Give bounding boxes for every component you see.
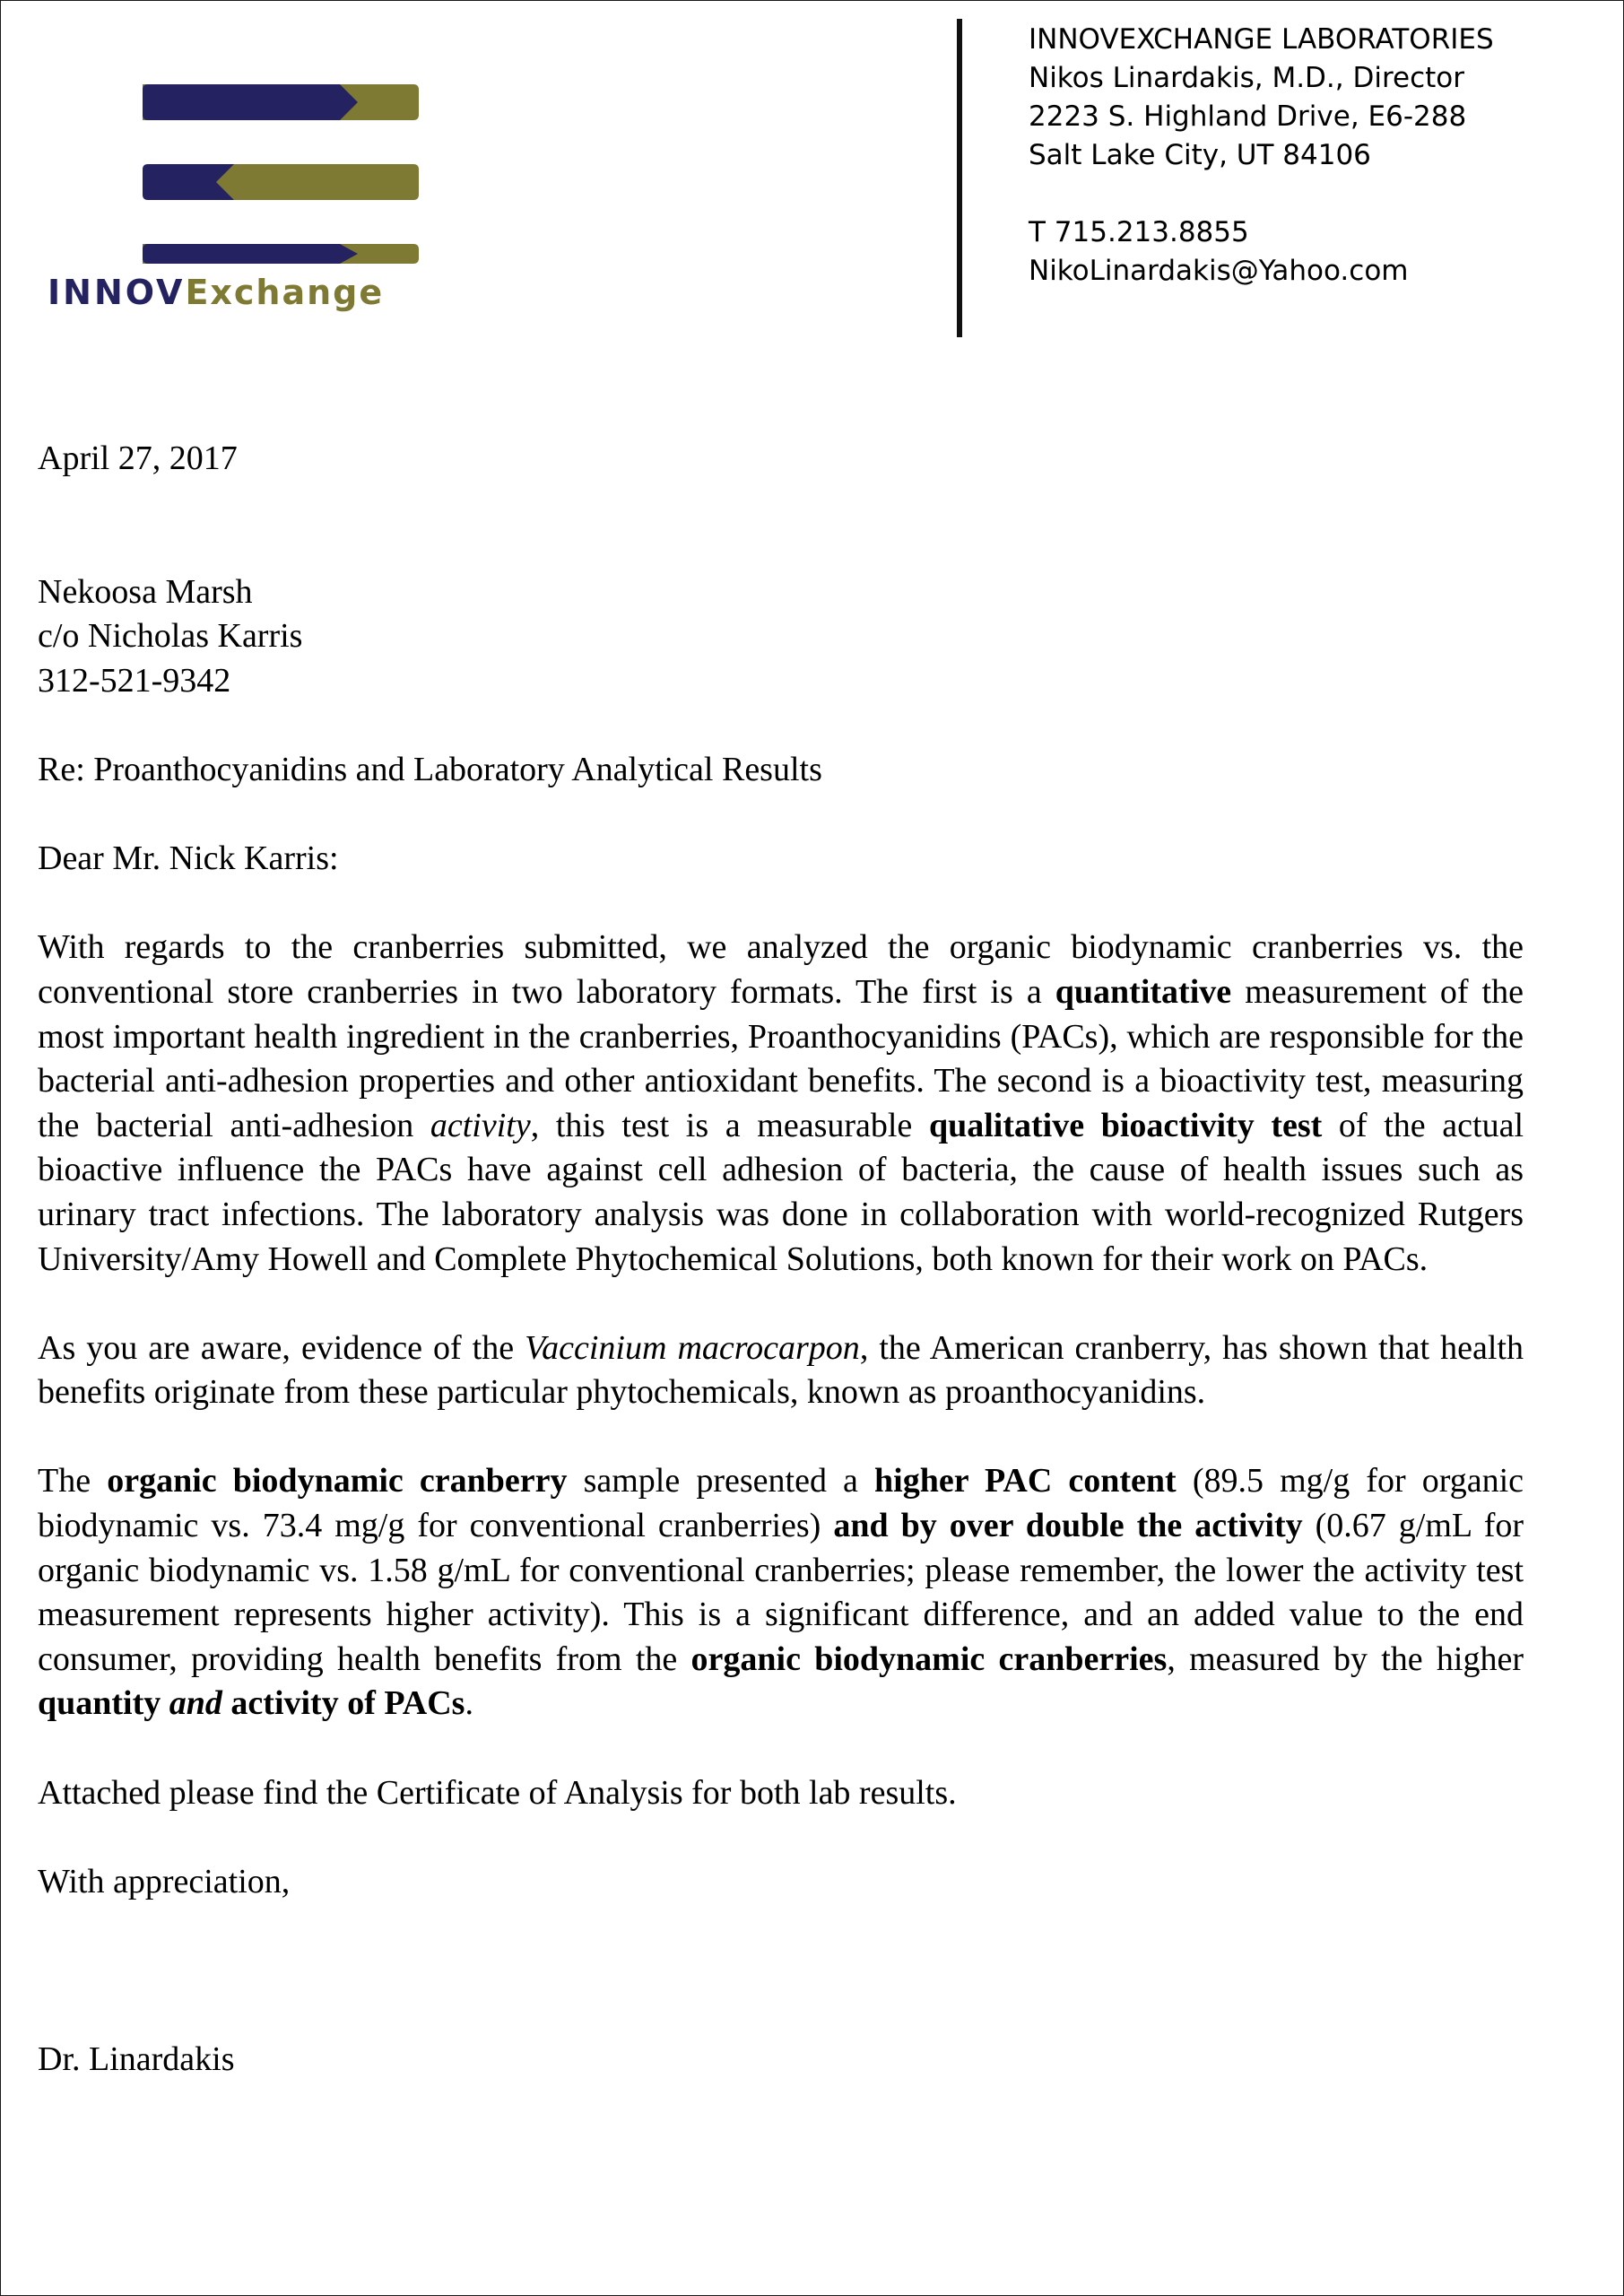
innovexchange-logo [46, 40, 476, 327]
p3-text-3: (89.5 mg/g for organic biodynamic vs. 73.4 mg/g for conventional cranberries) [38, 1462, 1524, 1545]
letter-date: April 27, 2017 [38, 439, 238, 477]
p1-text-1: With regards to the cranberries submitted, we analyzed the organic biodynamic cranberries vs. the conventional store cranberries in two laboratory formats. The first is a [38, 928, 1524, 1011]
p3-bold-5: quantity [38, 1684, 169, 1723]
p3-bold-6: activity of PACs [221, 1684, 465, 1723]
letter-body [38, 437, 1524, 2083]
paragraph-1 [38, 926, 1524, 1282]
p2-italic-species: Vaccinium macrocarpon [525, 1328, 860, 1367]
recipient-block [38, 570, 1524, 704]
letterhead-contact-block [1029, 21, 1494, 291]
logo-bar-top-navy [143, 84, 358, 120]
p3-bold-2: higher PAC content [874, 1462, 1177, 1500]
p1-bold-quantitative: quantitative [1055, 972, 1232, 1011]
p3-bold-italic-and [169, 1684, 222, 1722]
subject-line: Re: Proanthocyanidins and Laboratory Analytical Results [38, 750, 822, 788]
letterhead-divider [957, 19, 962, 337]
p1-text-3: , this test is a measurable [530, 1106, 929, 1144]
recipient-name: Nekoosa Marsh [38, 572, 253, 611]
paragraph-2 [38, 1326, 1524, 1415]
logo-bar-mid-olive [216, 164, 419, 200]
paragraph-3 [38, 1459, 1524, 1726]
logo-bar-bottom-navy [143, 244, 358, 264]
recipient-phone: 312-521-9342 [38, 661, 231, 700]
email-line[interactable]: NikoLinardakis@Yahoo.com [1029, 255, 1409, 287]
closing-line: With appreciation, [38, 1862, 291, 1900]
p3-text-5: , measured by the higher [1167, 1639, 1524, 1678]
logo-word-exchange: Exchange [185, 273, 385, 312]
logo-bars-graphic [46, 40, 476, 265]
p3-text-4: (0.67 g/mL for organic biodynamic vs. 1.58 g/mL for conventional cranberries; please remember, the lower the activity test measurement represents higher activity). This is a significant difference, and an added value to the end consumer, providing health benefits from the [38, 1507, 1524, 1678]
contact-spacer [1029, 175, 1494, 213]
attached-line: Attached please find the Certificate of Analysis for both lab results. [38, 1773, 957, 1812]
p1-italic-activity: activity [430, 1106, 531, 1144]
p1-text-4: of the actual bioactive influence the PACs have against cell adhesion of bacteria, the cause of health issues such as urinary tract infections. The laboratory analysis was done in collaboration with world-recognized Rutgers University/Amy Howell and Complete Phytochemical Solutions, both known for their work on PACs. [38, 1106, 1524, 1278]
p3-bold-4: organic biodynamic cranberries [690, 1639, 1168, 1678]
p3-bold-3: and by over double the activity [833, 1507, 1303, 1545]
phone-line: T 715.213.8855 [1029, 216, 1249, 248]
p3-text-2: sample presented a [567, 1462, 875, 1500]
p2-text-2: , the American cranberry, has shown that health benefits originate from these particular phytochemicals, known as proanthocyanidins. [38, 1328, 1524, 1412]
org-name: INNOVEXCHANGE LABORATORIES [1029, 23, 1494, 56]
logo-wordmark [48, 273, 385, 312]
address-line-1: 2223 S. Highland Drive, E6-288 [1029, 100, 1467, 133]
p2-text-1: As you are aware, evidence of the [38, 1328, 525, 1367]
p3-italic-and: and [169, 1684, 222, 1723]
logo-word-innov: INNOV [48, 273, 186, 312]
signature-name: Dr. Linardakis [38, 2040, 235, 2079]
p3-text-6: . [465, 1684, 473, 1723]
p1-bold-bioactivity-test: qualitative bioactivity test [928, 1106, 1323, 1144]
p1-text-2: measurement of the most important health ingredient in the cranberries, Proanthocyanidins (PACs), which are responsible for the bacterial anti-adhesion properties and other antioxidant benefits. The second is a bioactivity test, measuring the bacterial anti-adhesion [38, 972, 1524, 1144]
salutation: Dear Mr. Nick Karris: [38, 839, 339, 878]
recipient-care-of: c/o Nicholas Karris [38, 617, 303, 656]
address-line-2: Salt Lake City, UT 84106 [1029, 139, 1371, 171]
p3-bold-1: organic biodynamic cranberry [107, 1462, 568, 1500]
p3-text-1: The [38, 1462, 108, 1500]
director-line: Nikos Linardakis, M.D., Director [1029, 62, 1465, 94]
